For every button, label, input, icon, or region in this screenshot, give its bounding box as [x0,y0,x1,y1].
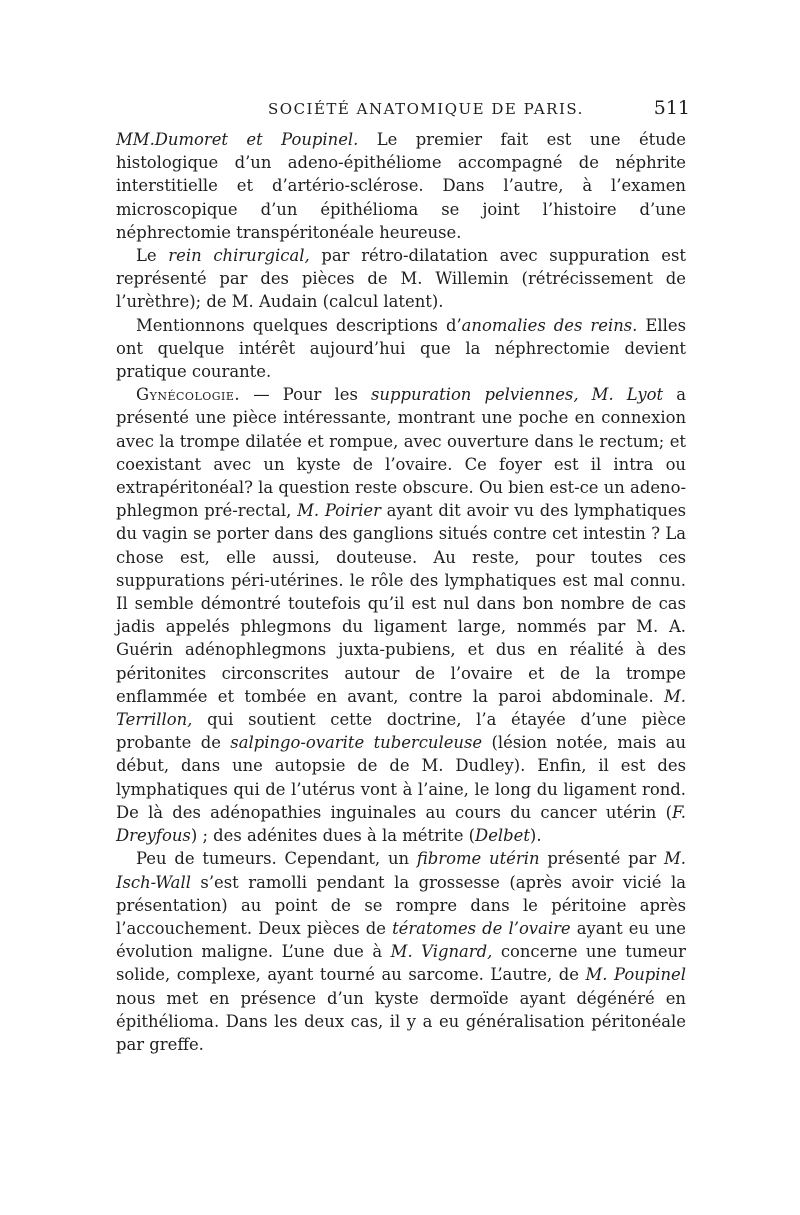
italic-text-run: M. Isch-Wall [116,849,686,892]
italic-text-run: salpingo-ovarite tuberculeuse [230,733,483,753]
text-run: ) ; des adénites dues à la métrite ( [190,826,476,846]
italic-text-run: tératomes de l’ovaire [392,918,571,938]
text-run: s’est ramolli pendant la grossesse (après avoir vicié la présentation) au point de se rompre dans le péritoine après l’accouchement. Deux pièces de [116,872,686,938]
italic-text-run: anomalies des reins. [461,315,638,335]
text-run: qui soutient cette doctrine, l’a étayée d’une pièce probante de [116,710,686,753]
italic-text-run: Delbet [475,826,530,846]
text-run: (lésion notée, mais au début, dans une autopsie de de M. Dudley). Enfin, il est des lymphatiques qui de l’utérus vont à l’aine, le long du ligament rond. De là des adénopathies inguinales au cours du cancer utérin ( [116,733,687,822]
paragraph-tumeurs [116,847,686,1056]
running-title: SOCIÉTÉ ANATOMIQUE DE PARIS. [268,100,584,118]
section-label: Gynécologie. [136,385,241,405]
text-run: ). [529,826,542,846]
text-run: nous met en présence d’un kyste dermoïde ayant dégénéré en épithélioma. Dans les deux cas, il y a eu généralisation péritonéale par greffe. [116,988,686,1054]
text-run: ayant eu une évolution maligne. L’une due à [116,918,686,962]
italic-text-run: suppuration pelviennes, M. Lyot [371,385,664,405]
italic-text-run: rein chirurgical, [168,246,310,266]
italic-text-run: fibrome utérin [416,849,540,869]
italic-text-run: M. Vignard, [390,942,493,962]
text-run: par rétro-dilatation avec suppuration est représenté par des pièces de M. Willemin (rétrécissement de l’urèthre); de M. Audain (calcul latent). [116,246,687,312]
running-header [116,97,690,128]
text-run: — Pour les [240,385,371,405]
text-run: Elles ont quelque intérêt aujourd’hui que la néphrectomie devient pratique courante. [116,315,686,382]
text-run: Peu de tumeurs. Cependant, un [136,849,417,869]
paragraph-dumoret-poupinel [116,128,686,244]
text-run: ayant dit avoir vu des lymphatiques du vagin se porter dans des ganglions situés contre cet intestin ? La chose est, elle aussi, douteuse. Au reste, pour toutes ces suppurations péri-utérines. le rôle des lymphatiques est mal connu. Il semble démontré toutefois qu’il est nul dans bon nombre de cas jadis appelés phlegmons du ligament large, nommés par M. A. Guérin adénophlegmons juxta-pubiens, et dus en réalité à des péritonites circonscrites autour de l’ovaire et de la trompe enflammée et tombée en avant, contre la paroi abdominale. [116,501,686,706]
italic-text-run: M. Terrillon, [116,686,686,730]
text-run: présenté par [539,849,664,869]
body-text [116,128,686,1056]
page-content [116,97,690,1056]
text-run: a présenté une pièce intéressante, montrant une poche en connexion avec la trompe dilatée et rompue, avec ouverture dans le rectum; et coexistant avec un kyste de l’ovaire. Ce foyer est il intra ou extrapéritonéal? la question reste obscure. Ou bien est-ce un adeno-phlegmon pré-rectal, [116,385,687,521]
paragraph-rein-chirurgical [116,244,686,314]
text-run: Mentionnons quelques descriptions d’ [136,315,462,335]
text-run: Le premier fait est une étude histologique d’un adeno-épithéliome accompagné de néphrite interstitielle et d’artério-sclérose. Dans l’autre, à l’examen microscopique d’un épithélioma se joint l’histoire d’une néphrectomie transpéritonéale heureuse. [116,130,686,242]
text-run: Le [136,246,169,266]
paragraph-anomalies-reins [116,314,686,384]
italic-text-run: MM.Dumoret et Poupinel. [116,130,359,149]
italic-text-run: M. Poirier [297,501,381,521]
page-number: 511 [653,97,690,119]
paragraph-gynecologie [116,383,686,847]
italic-text-run: F. Dreyfous [116,802,686,846]
italic-text-run: M. Poupinel [585,965,686,985]
text-run: concerne une tumeur solide, complexe, ayant tourné au sarcome. L’autre, de [116,942,687,985]
